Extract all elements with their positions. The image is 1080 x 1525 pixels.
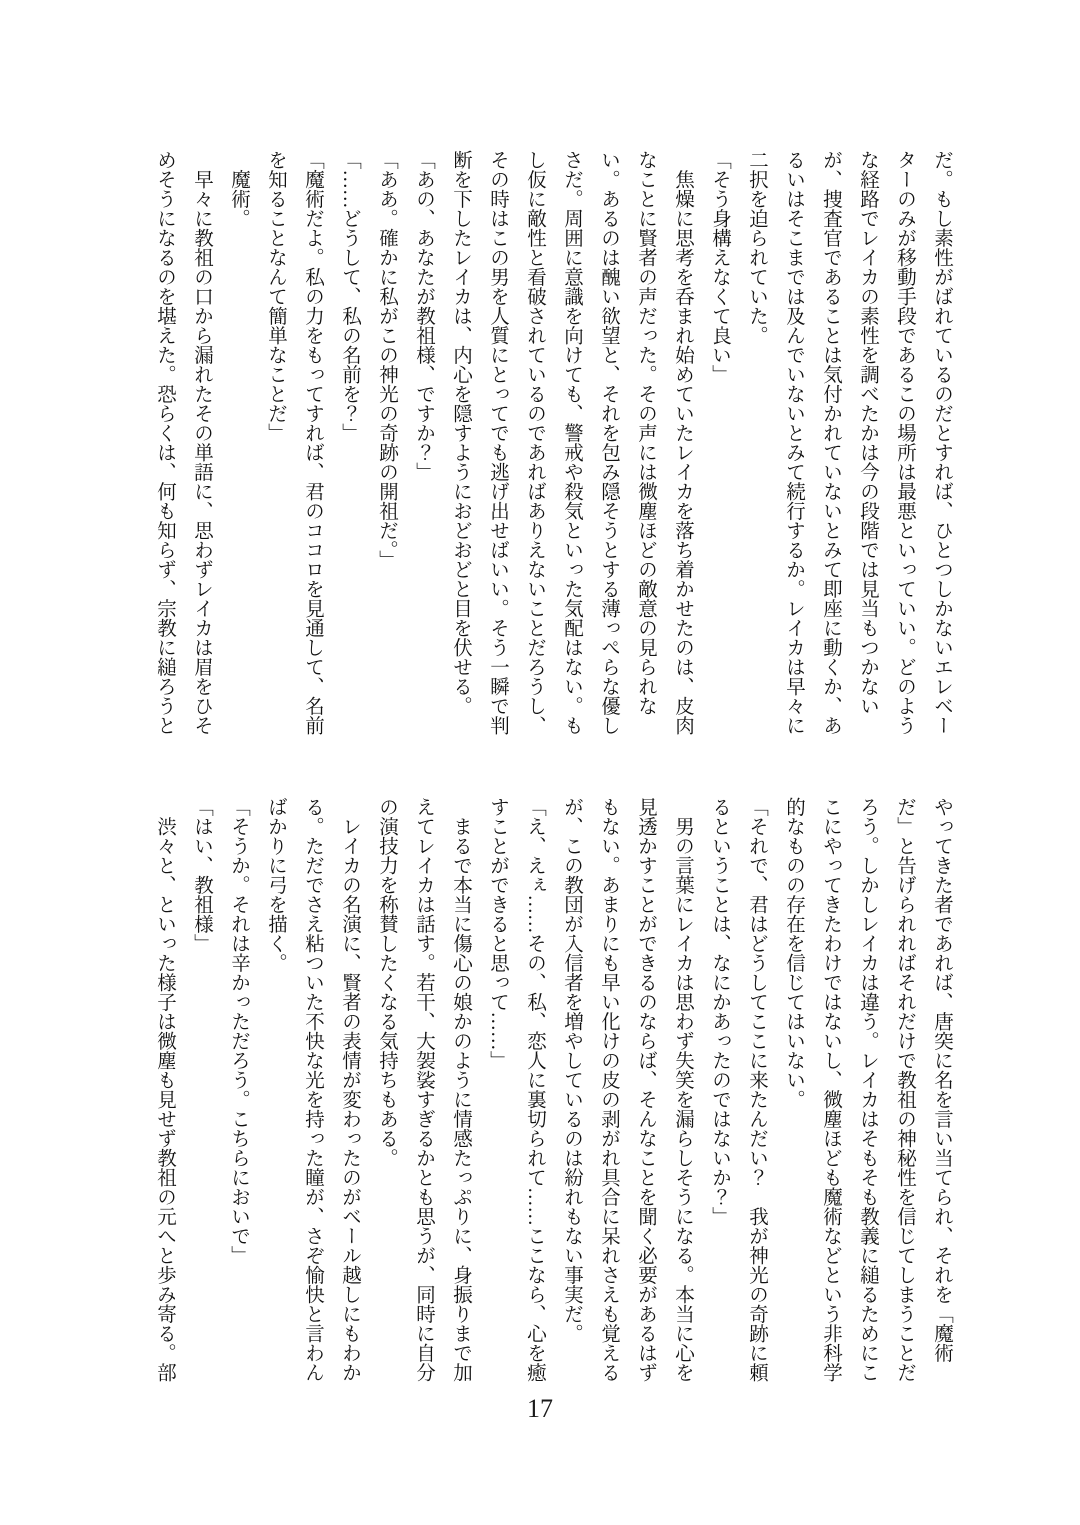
text-line: やってきた者であれば、唐突に名を言い当てられ、それを「魔術 [931, 797, 952, 1363]
text-line: その時はこの男を人質にとってでも逃げ出せばいい。そう一瞬で判 [487, 150, 508, 735]
text-line: る。ただでさえ粘ついた不快な光を持った瞳が、さぞ愉快と言わん [302, 797, 323, 1382]
text-line: 「そう身構えなくて良い」 [709, 150, 730, 384]
text-line: な経路でレイカの素性を調べたかは今の段階では見当もつかない [857, 150, 878, 716]
text-line: 「そうか。それは辛かっただろう。こちらにおいで」 [228, 797, 249, 1265]
text-line: 「ああ。確かに私がこの神光の奇跡の開祖だ。」 [376, 150, 397, 570]
page-number: 17 [527, 1394, 553, 1423]
text-line: 「え、えぇ……その、私、恋人に裏切られて……ここなら、心を癒 [524, 797, 545, 1382]
text-line: まるで本当に傷心の娘かのように情感たっぷりに、身振りまで加 [450, 797, 471, 1382]
text-line: レイカの名演に、賢者の表情が変わったのがベール越しにもわか [339, 797, 360, 1382]
text-line: 早々に教祖の口から漏れたその単語に、思わずレイカは眉をひそ [191, 150, 212, 735]
text-line: だ」と告げられればそれだけで教祖の神秘性を信じてしまうことだ [894, 797, 915, 1382]
text-line: 焦燥に思考を呑まれ始めていたレイカを落ち着かせたのは、皮肉 [672, 150, 693, 735]
text-line: さだ。周囲に意識を向けても、警戒や殺気といった気配はない。も [561, 150, 582, 735]
text-line: すことができると思って……」 [487, 797, 508, 1070]
text-line: 魔術。 [228, 150, 249, 228]
text-line: ばかりに弓を描く。 [265, 797, 286, 973]
text-line: 渋々と、といった様子は微塵も見せず教祖の元へと歩み寄る。部 [154, 797, 175, 1382]
text-line: るということは、なにかあったのではないか？」 [709, 797, 730, 1226]
text-line: なことに賢者の声だった。その声には微塵ほどの敵意の見られな [635, 150, 656, 716]
text-line: が、捜査官であることは気付かれていないとみて即座に動くか、あ [820, 150, 841, 735]
text-block-bottom [130, 797, 960, 1399]
text-line: 「それで、君はどうしてここに来たんだい？ 我が神光の奇跡に頼 [746, 797, 767, 1382]
text-line: 「魔術だよ。私の力をもってすれば、君のココロを見通して、名前 [302, 150, 323, 735]
text-line: ろう。しかしレイカは違う。レイカはそもそも教義に縋るためにこ [857, 797, 878, 1382]
text-line: 的なものの存在を信じてはいない。 [783, 797, 804, 1109]
text-line: えてレイカは話す。若干、大袈裟すぎるかとも思うが、同時に自分 [413, 797, 434, 1382]
text-line: が、この教団が入信者を増やしているのは紛れもない事実だ。 [561, 797, 582, 1343]
text-line: い。あるのは醜い欲望と、それを包み隠そうとする薄っぺらな優し [598, 150, 619, 735]
text-line: 二択を迫られていた。 [746, 150, 767, 345]
text-line: 男の言葉にレイカは思わず失笑を漏らしそうになる。本当に心を [672, 797, 693, 1382]
text-line: 「……どうして、私の名前を？」 [339, 150, 360, 443]
text-line: こにやってきたわけではないし、微塵ほども魔術などという非科学 [820, 797, 841, 1382]
text-line: の演技力を称賛したくなる気持ちもある。 [376, 797, 397, 1168]
text-line: 「あの、あなたが教祖様、ですか？」 [413, 150, 434, 482]
text-line: 「はい、教祖様」 [191, 797, 212, 953]
text-block-top [130, 150, 960, 752]
text-line: を知ることなんて簡単なことだ」 [265, 150, 286, 443]
text-line: もない。あまりにも早い化けの皮の剥がれ具合に呆れさえも覚える [598, 797, 619, 1382]
text-line: だ。もし素性がばれているのだとすれば、ひとつしかないエレベー [931, 150, 952, 735]
text-line: ターのみが移動手段であるこの場所は最悪といっていい。どのよう [894, 150, 915, 735]
text-line: 見透かすことができるのならば、そんなことを聞く必要があるはず [635, 797, 656, 1382]
text-line: し仮に敵性と看破されているのであればありえないことだろうし、 [524, 150, 545, 735]
text-line: 断を下したレイカは、内心を隠すようにおどおどと目を伏せる。 [450, 150, 471, 716]
text-line: るいはそこまでは及んでいないとみて続行するか。レイカは早々に [783, 150, 804, 735]
text-line: めそうになるのを堪えた。恐らくは、何も知らず、宗教に縋ろうと [154, 150, 175, 735]
